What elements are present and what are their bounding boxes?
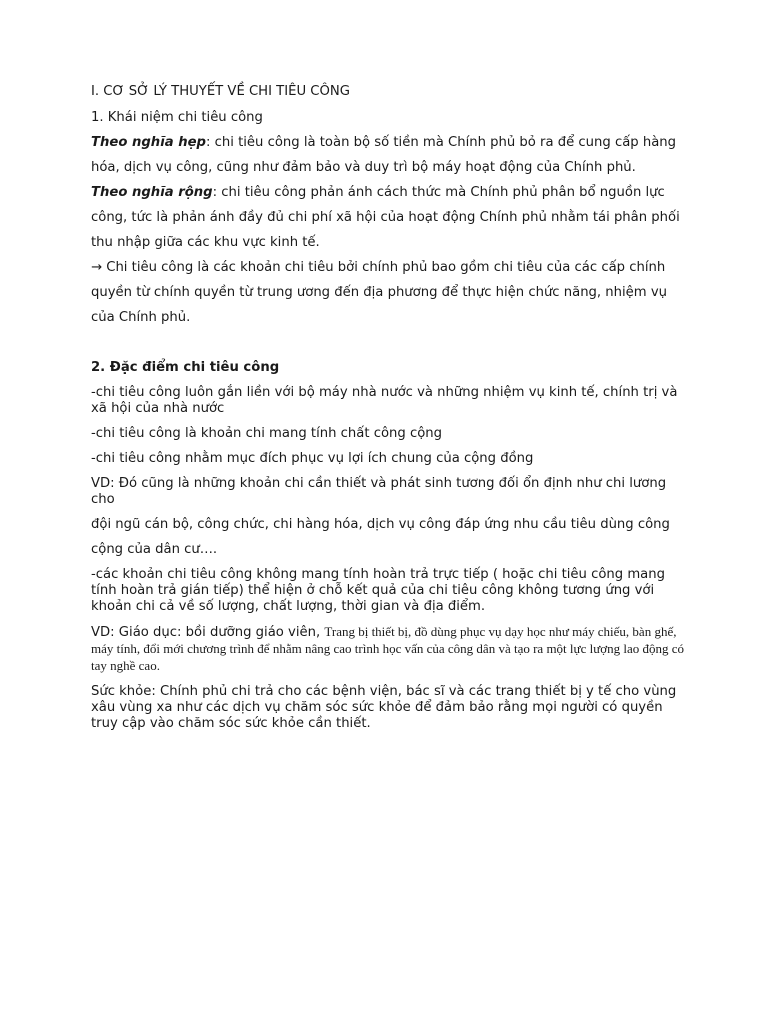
example-1-line-2: đội ngũ cán bộ, công chức, chi hàng hóa, dịch vụ công đáp ứng nhu cầu tiêu dùng công [91,517,670,532]
document-body [91,84,691,741]
feature-item-3: -chi tiêu công nhằm mục đích phục vụ lợi ích chung của cộng đồng [91,451,534,466]
section-spacer [91,335,691,360]
broad-term: Theo nghĩa rộng [91,185,213,200]
broad-definition-text: : chi tiêu công phản ánh cách thức mà Chính phủ phân bổ nguồn lực [212,185,665,200]
example-education [91,624,691,675]
example-1-line-3: cộng của dân cư…. [91,542,218,557]
narrow-definition-text: : chi tiêu công là toàn bộ số tiền mà Chính phủ bỏ ra để cung cấp hàng [205,135,677,150]
conclusion-line-2: quyền từ chính quyền từ trung ương đến địa phương để thực hiện chức năng, nhiệm vụ [91,285,668,300]
example-health: Sức khỏe: Chính phủ chi trả cho các bệnh viện, bác sĩ và các trang thiết bị y tế cho vùng xâu vùng xa như các dịch vụ chăm sóc sức khỏe để đảm bảo rằng mọi người có quyền truy cập vào chăm sóc sức khỏe cần thiết. [91,684,677,731]
conclusion-line-3: của Chính phủ. [91,310,191,325]
feature-item-1: -chi tiêu công luôn gắn liền với bộ máy nhà nước và những nhiệm vụ kinh tế, chính trị và xã hội của nhà nước [91,385,678,416]
chapter-heading: I. CƠ SỞ LÝ THUYẾT VỀ CHI TIÊU CÔNG [91,84,350,99]
example-1-line-1: VD: Đó cũng là những khoản chi cần thiết và phát sinh tương đối ổn định như chi lương cho [91,476,667,507]
feature-item-4: -các khoản chi tiêu công không mang tính hoàn trả trực tiếp ( hoặc chi tiêu công mang tính hoàn trả gián tiếp) thể hiện ở chỗ kết quả của chi tiêu công không tương ứng với khoản chi cả về số lượng, chất lượng, thời gian và địa điểm. [91,567,665,614]
narrow-definition [91,135,691,151]
section-1-title: 1. Khái niệm chi tiêu công [91,110,263,125]
example-education-detail: Trang bị thiết bị, đồ dùng phục vụ dạy học như máy chiếu, bàn ghế, máy tính, đổi mới chương trình để nhằm nâng cao trình học vấn của công dân và tạo ra một lực lượng lao động có tay nghề cao. [91,624,685,673]
section-2-title: 2. Đặc điểm chi tiêu công [91,360,280,375]
conclusion-line-1: → Chi tiêu công là các khoản chi tiêu bởi chính phủ bao gồm chi tiêu của các cấp chính [91,260,666,275]
narrow-term: Theo nghĩa hẹp [91,135,206,150]
broad-definition-continued: công, tức là phản ánh đầy đủ chi phí xã hội của hoạt động Chính phủ nhằm tái phân phối [91,210,680,225]
broad-definition [91,185,691,201]
feature-item-2: -chi tiêu công là khoản chi mang tính chất công cộng [91,426,442,441]
example-education-lead: VD: Giáo dục: bồi dưỡng giáo viên, [91,625,325,640]
narrow-definition-continued: hóa, dịch vụ công, cũng như đảm bảo và duy trì bộ máy hoạt động của Chính phủ. [91,160,636,175]
broad-definition-end: thu nhập giữa các khu vực kinh tế. [91,235,320,250]
